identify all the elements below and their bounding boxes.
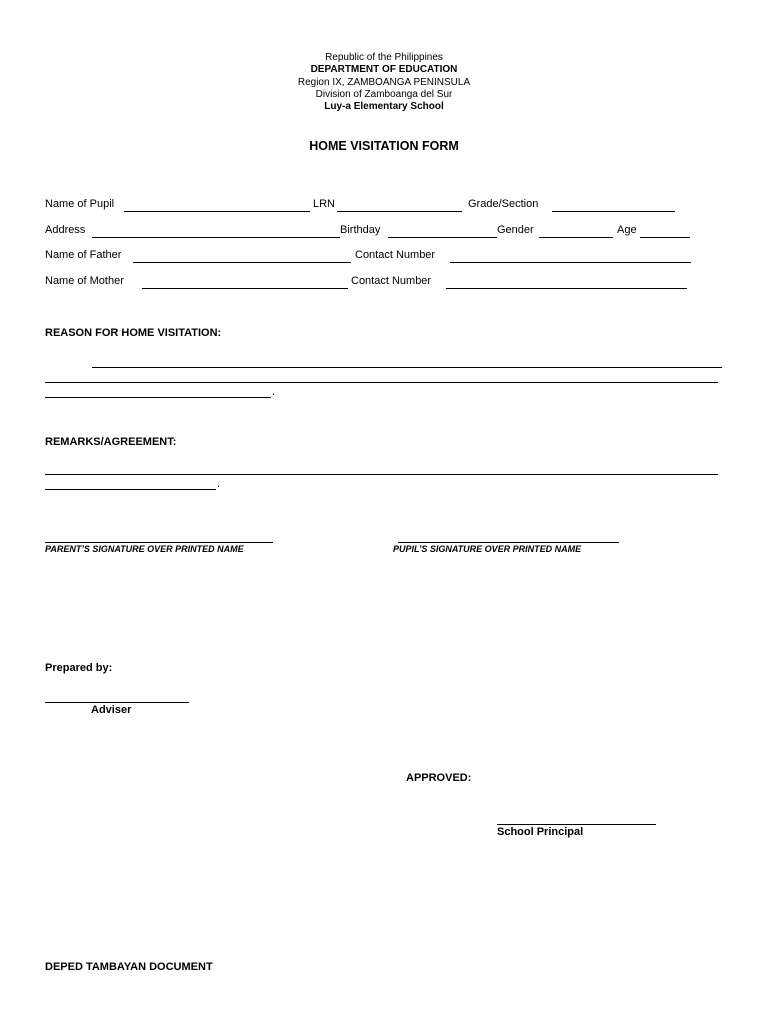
label-address: Address [45,224,86,236]
reason-period: . [272,386,276,398]
header-school: Luy-a Elementary School [324,101,444,112]
label-gender: Gender [497,224,534,236]
field-line-age[interactable] [640,237,690,238]
label-grade-section: Grade/Section [468,198,539,210]
approved-label: APPROVED: [406,772,472,784]
label-name-of-pupil: Name of Pupil [45,198,115,210]
reason-line-1[interactable] [92,367,722,368]
parent-signature-line[interactable] [45,542,273,543]
field-line-name-of-pupil[interactable] [124,211,310,212]
label-birthday: Birthday [340,224,381,236]
parent-signature-label: PARENT’S SIGNATURE OVER PRINTED NAME [45,544,244,554]
reason-line-2[interactable] [45,382,718,383]
remarks-line-2[interactable] [45,489,216,490]
reason-line-3[interactable] [45,397,271,398]
adviser-signature-line[interactable] [45,702,189,703]
reason-heading: REASON FOR HOME VISITATION: [45,327,222,339]
header-division: Division of Zamboanga del Sur [315,89,453,100]
remarks-heading: REMARKS/AGREEMENT: [45,436,177,448]
adviser-label: Adviser [91,704,132,716]
label-name-of-father: Name of Father [45,249,122,261]
principal-label: School Principal [497,826,584,838]
form-title: HOME VISITATION FORM [309,139,459,153]
field-line-grade-section[interactable] [552,211,675,212]
field-line-birthday[interactable] [388,237,497,238]
label-contact-number-father: Contact Number [355,249,436,261]
prepared-by-label: Prepared by: [45,662,113,674]
label-name-of-mother: Name of Mother [45,275,124,287]
header-department: DEPARTMENT OF EDUCATION [310,64,458,75]
remarks-period: . [217,478,221,490]
label-contact-number-mother: Contact Number [351,275,432,287]
field-line-name-of-father[interactable] [133,262,351,263]
field-line-contact-father[interactable] [450,262,691,263]
field-line-contact-mother[interactable] [446,288,687,289]
pupil-signature-label: PUPIL’S SIGNATURE OVER PRINTED NAME [393,544,582,554]
field-line-name-of-mother[interactable] [142,288,348,289]
header-republic: Republic of the Philippines [325,52,443,63]
footer-text: DEPED TAMBAYAN DOCUMENT [45,961,213,973]
label-lrn: LRN [313,198,336,210]
label-age: Age [617,224,637,236]
pupil-signature-line[interactable] [398,542,619,543]
field-line-lrn[interactable] [337,211,462,212]
header-region: Region IX, ZAMBOANGA PENINSULA [297,77,471,88]
field-line-gender[interactable] [539,237,613,238]
principal-signature-line[interactable] [497,824,656,825]
remarks-line-1[interactable] [45,474,718,475]
field-line-address[interactable] [92,237,340,238]
